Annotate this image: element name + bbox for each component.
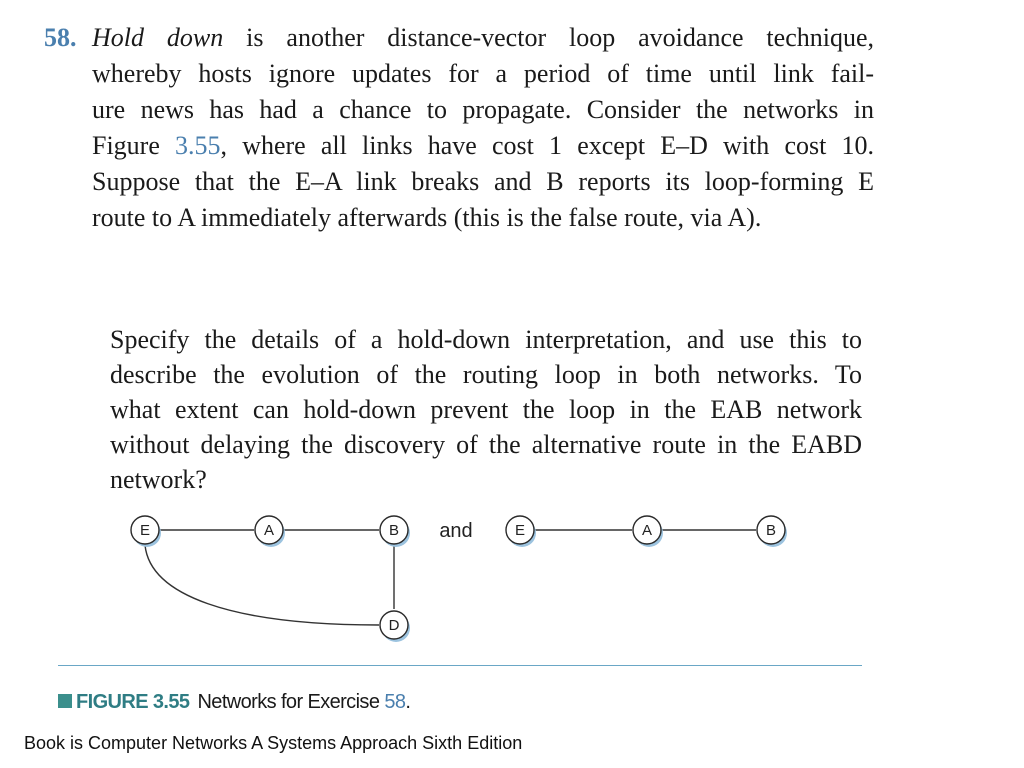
node-e-network-2 [506,516,536,547]
node-a-network-2 [633,516,663,547]
exercise-line-4-post: , where all links have cost 1 except E–D with cost 10. [220,131,874,160]
exercise-line-4 [92,128,874,164]
exercise-58 [44,20,874,236]
caption-label: FIGURE 3.55 [76,691,190,713]
caption-period: . [405,691,411,713]
node-b-network-2 [757,516,787,547]
exercise-line-6: route to A immediately afterwards (this is the false route, via A). [92,203,762,232]
node-a-network-1 [255,516,285,547]
exercise-line-5: Suppose that the E–A link breaks and B reports its loop-forming E [92,167,874,196]
exercise-line-4-pre: Figure [92,131,176,160]
exercise-line-3: ure news has had a chance to propagate. Consider the networks in [92,95,874,124]
figure-reference-link[interactable]: 3.55 [175,131,221,160]
node-a-label: A [263,522,275,539]
exercise-question [110,322,862,497]
caption-marker-icon [58,694,72,708]
question-line-2: describe the evolution of the routing loop in both networks. To [110,360,862,389]
question-line-1: Specify the details of a hold-down interpretation, and use this to [110,325,862,354]
node-e-label-2: E [514,522,526,539]
figure-caption [58,689,410,715]
caption-description: Networks for Exercise [197,691,385,713]
node-e-network-1 [131,516,161,547]
exercise-line-1 [92,20,874,56]
caption-text [197,691,410,713]
source-note: Book is Computer Networks A Systems Approach Sixth Edition [24,733,523,753]
edge-e-d-network-1 [145,545,379,625]
question-line-5: network? [110,465,207,494]
and-label: and [439,520,473,542]
network-figure [0,500,1024,660]
exercise-line-1-rest: is another distance-vector loop avoidance technique, [223,23,875,52]
exercise-line-2: whereby hosts ignore updates for a period of time until link fail- [92,59,874,88]
figure-divider [58,665,862,666]
node-b-network-1 [380,516,410,547]
caption-exercise-link[interactable]: 58 [384,691,406,713]
node-a-label-2: A [641,522,653,539]
question-line-3: what extent can hold-down prevent the loop in the EAB network [110,395,862,424]
node-d-network-1 [380,611,410,642]
node-b-label-2: B [765,522,777,539]
node-e-label: E [139,522,151,539]
node-d-label: D [388,617,400,634]
exercise-text [92,20,874,236]
question-line-4: without delaying the discovery of the alternative route in the EABD [110,430,862,459]
node-b-label: B [388,522,400,539]
exercise-number: 58. [44,23,77,52]
term-hold-down: Hold down [92,23,224,52]
